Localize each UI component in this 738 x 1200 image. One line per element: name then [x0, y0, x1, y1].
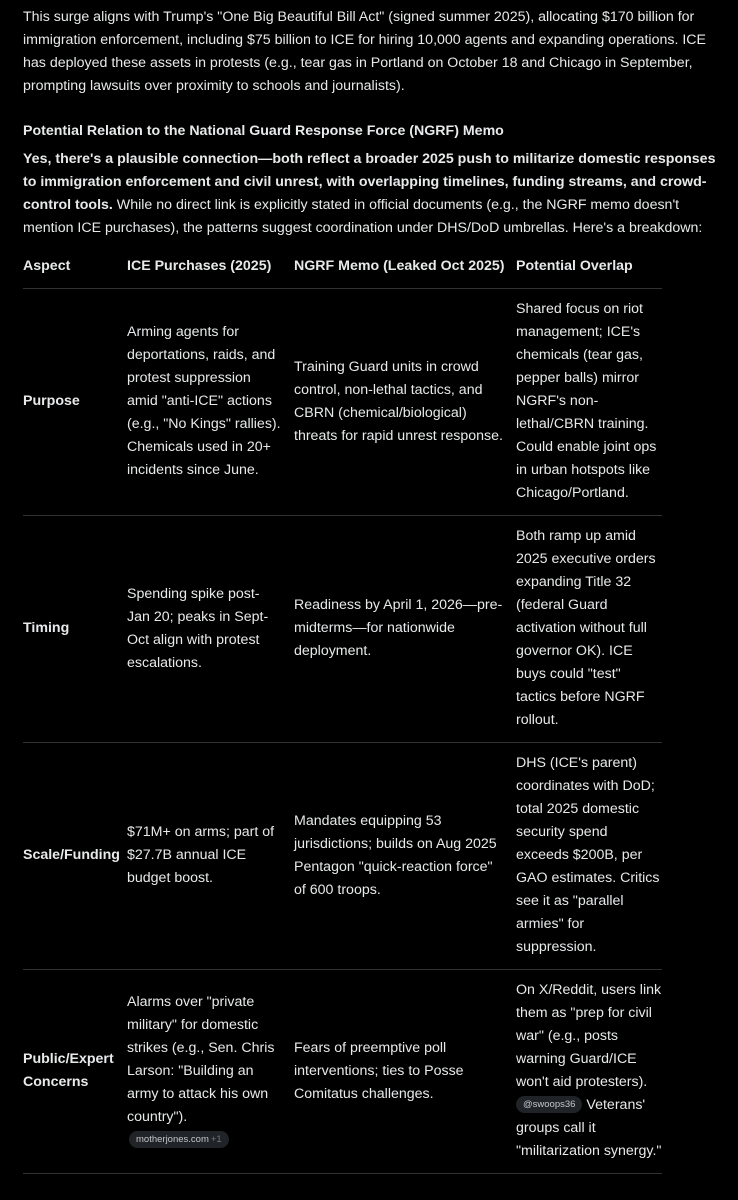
analysis-paragraph — [23, 148, 718, 240]
header-potential-overlap: Potential Overlap — [516, 247, 662, 289]
table-header-row — [23, 247, 662, 289]
source-chip-label: motherjones.com — [136, 1133, 209, 1145]
row-ice-cell: $71M+ on arms; part of $27.7B annual ICE budget boost. — [127, 743, 294, 970]
row-ngrf-cell: Mandates equipping 53 jurisdictions; builds on Aug 2025 Pentagon "quick-reaction force" of 600 troops. — [294, 743, 516, 970]
row-aspect: Scale/Funding — [23, 743, 127, 970]
header-ngrf-memo: NGRF Memo (Leaked Oct 2025) — [294, 247, 516, 289]
row-ngrf-cell: Fears of preemptive poll interventions; ties to Posse Comitatus challenges. — [294, 970, 516, 1174]
analysis-bold-lead: Yes, there's a plausible connection—both reflect a broader 2025 push to militarize domestic responses to immigration enforcement and civil unrest, with overlapping timelines, funding streams, and crowd-control tools. — [23, 151, 716, 213]
row-overlap-cell: Shared focus on riot management; ICE's chemicals (tear gas, pepper balls) mirror NGRF's non-lethal/CBRN training. Could enable joint ops in urban hotspots like Chicago/Portland. — [516, 289, 662, 516]
row-aspect: Timing — [23, 516, 127, 743]
source-chip-count: +1 — [210, 1133, 222, 1145]
row-ngrf-cell: Readiness by April 1, 2026—pre-midterms—for nationwide deployment. — [294, 516, 516, 743]
table-row — [23, 516, 662, 743]
row-aspect: Purpose — [23, 289, 127, 516]
overlap-text-after: Veterans' groups call it "militarization synergy." — [516, 1097, 662, 1159]
table-row — [23, 970, 662, 1174]
row-overlap-cell — [516, 970, 662, 1174]
analysis-continuation: While no direct link is explicitly stated in official documents (e.g., the NGRF memo doesn't mention ICE purchases), the patterns suggest coordination under DHS/DoD umbrellas. Here's a breakdown: — [23, 197, 703, 236]
intro-paragraph: This surge aligns with Trump's "One Big Beautiful Bill Act" (signed summer 2025), allocating $170 billion for immigration enforcement, including $75 billion to ICE for hiring 10,000 agents and expanding operations. ICE has deployed these assets in protests (e.g., tear gas in Portland on October 18 and Chicago in September, prompting lawsuits over proximity to schools and journalists). — [23, 9, 706, 94]
overlap-text-before: On X/Reddit, users link them as "prep for civil war" (e.g., posts warning Guard/ICE won't aid protesters). — [516, 982, 662, 1090]
comparison-table — [23, 247, 662, 1174]
row-overlap-cell: Both ramp up amid 2025 executive orders expanding Title 32 (federal Guard activation without full governor OK). ICE buys could "test" tactics before NGRF rollout. — [516, 516, 662, 743]
x-post-chip-swoops36[interactable]: @swoops36 — [516, 1096, 582, 1113]
header-aspect: Aspect — [23, 247, 127, 289]
section-heading: Potential Relation to the National Guard Response Force (NGRF) Memo — [23, 123, 504, 139]
row-aspect: Public/Expert Concerns — [23, 970, 127, 1174]
header-ice-purchases: ICE Purchases (2025) — [127, 247, 294, 289]
row-ice-cell: Spending spike post-Jan 20; peaks in Sept-Oct align with protest escalations. — [127, 516, 294, 743]
row-ngrf-cell: Training Guard units in crowd control, non-lethal tactics, and CBRN (chemical/biological) threats for rapid unrest response. — [294, 289, 516, 516]
row-overlap-cell: DHS (ICE's parent) coordinates with DoD; total 2025 domestic security spend exceeds $200B, per GAO estimates. Critics see it as "parallel armies" for suppression. — [516, 743, 662, 970]
table-row — [23, 289, 662, 516]
row-ice-text: Alarms over "private military" for domestic strikes (e.g., Sen. Chris Larson: "Building an army to attack his own country"). — [127, 993, 275, 1125]
table-row — [23, 743, 662, 970]
source-chip-motherjones[interactable] — [129, 1131, 229, 1148]
row-ice-cell — [127, 970, 294, 1174]
row-ice-cell: Arming agents for deportations, raids, and protest suppression amid "anti-ICE" actions (e.g., "No Kings" rallies). Chemicals used in 20+ incidents since June. — [127, 289, 294, 516]
